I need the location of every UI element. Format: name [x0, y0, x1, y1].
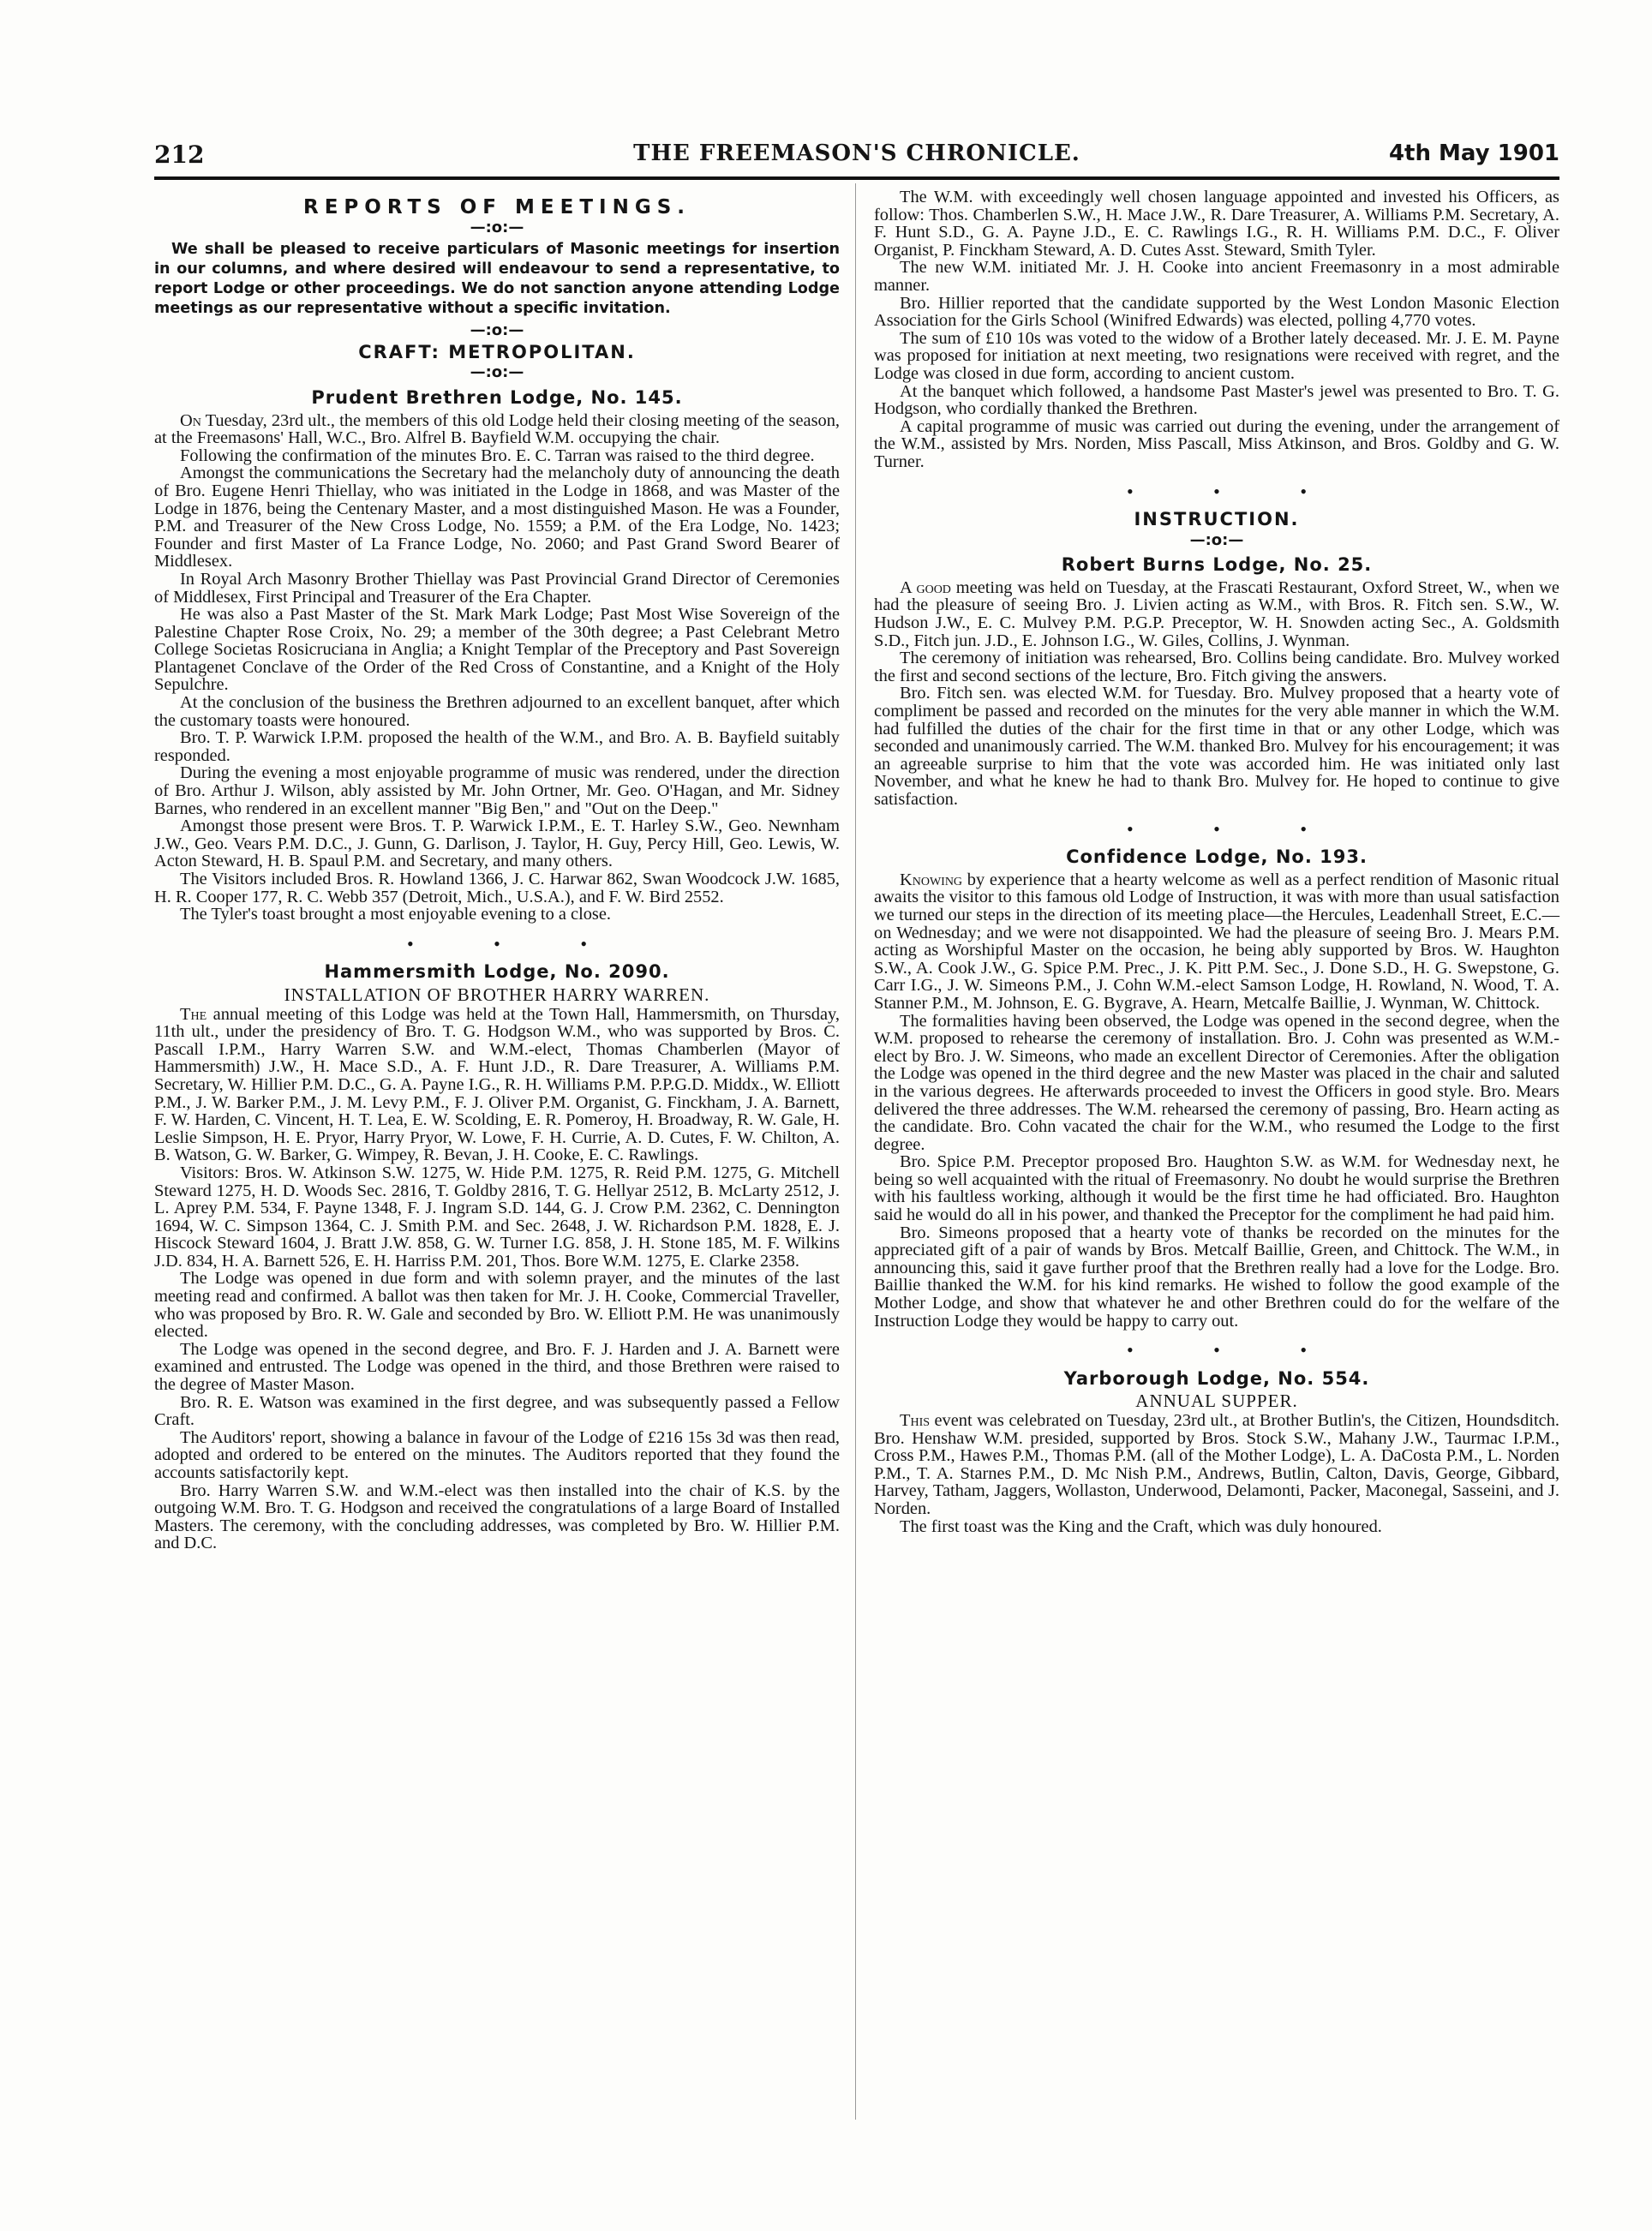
instruction-heading: INSTRUCTION. — [1134, 509, 1300, 530]
paragraph — [874, 871, 1559, 1013]
paragraph: The ceremony of initiation was rehearsed, Bro. Collins being candidate. Bro. Mulvey worked the first and second sections of the lecture, Bro. Fitch giving the answers. — [874, 649, 1559, 685]
paragraph-text: Tuesday, 23rd ult., the members of this old Lodge held their closing meeting of the season, at the Freemasons' Hall, W.C., Bro. Alfrel B. Bayfield W.M. occupying the chair. — [154, 410, 840, 448]
paragraph: At the banquet which followed, a handsome Past Master's jewel was presented to Bro. T. G. Hodgson, who cordially thanked the Brethren. — [874, 381, 1559, 419]
paragraph: The Lodge was opened in the second degree, and Bro. F. J. Harden and J. A. Barnett were examined and entrusted. The Lodge was opened in the third, and those Brethren were raised to the degree of Master Mason. — [154, 1339, 840, 1395]
paragraph: Bro. Simeons proposed that a hearty vote of thanks be recorded on the minutes for the appreciated gift of a pair of wands by Bros. Metcalf Baillie, Green, and Chittock. The W.M., in announcing this, said it gave further proof that the Brethren really had a love for the Lodge. Bro. Baillie thanked the W.M. for his kind remarks. He wished to follow the good example of the Mother Lodge, and show that whatever he and other Brethren could do for the welfare of the Instruction Lodge they would be happy to carry out. — [874, 1223, 1559, 1331]
paragraph: Bro. Spice P.M. Preceptor proposed Bro. Haughton S.W. as W.M. for Wednesday next, he being so well acquainted with the ritual of Freemasonry. No doubt he would surprise the Brethren with his faultless working, although it would be the first time he had officiated. Bro. Haughton said he would do all in his power, and thanked the Preceptor for the compliment he had paid him. — [874, 1152, 1559, 1225]
paragraph: Bro. Harry Warren S.W. and W.M.-elect was then installed into the chair of K.S. by the outgoing W.M. Bro. T. G. Hodgson and received the congratulations of a large Board of Installed Masters. The ceremony, with the concluding addresses, was completed by Bro. W. Hillier P.M. and D.C. — [154, 1480, 840, 1553]
lead-word: Knowing — [900, 870, 963, 889]
paragraph: During the evening a most enjoyable programme of music was rendered, under the direction of Bro. Arthur J. Wilson, ably assisted by Mr. John Ortner, Mr. Geo. O'Hagan, and Mr. Sidney Barnes, who rendered in an excellent manner "Big Ben," and "Out on the Deep." — [154, 763, 840, 818]
paragraph: At the conclusion of the business the Brethren adjourned to an excellent banquet, after which the customary toasts were honoured. — [154, 693, 840, 730]
paragraph: Amongst those present were Bros. T. P. Warwick I.P.M., E. T. Harley S.W., Geo. Newnham J.W., Geo. Vears P.M. D.C., J. Gunn, G. Darlison, J. Taylor, H. Guy, Percy Hill, Geo. Lewis, W. Acton Steward, H. B. Spaul P.M. and Secretary, and many others. — [154, 816, 840, 871]
ornament-separator: —:o:— — [470, 218, 524, 236]
paragraph: The new W.M. initiated Mr. J. H. Cooke into ancient Freemasonry in a most admirable manner. — [874, 258, 1559, 295]
article-subheading: INSTALLATION OF BROTHER HARRY WARREN. — [284, 984, 710, 1005]
paragraph: The formalities having been observed, the Lodge was opened in the second degree, when the W.M. proposed to rehearse the ceremony of installation. Bro. J. Cohn was presented as W.M.-elect by Bro. J. W. Simeons, who made an excellent Director of Ceremonies. After the obligation the Lodge was opened in the third degree and the new Master was placed in the chair and saluted in the various degrees. He afterwards proceeded to invest the Officers in good style. Bro. Mears delivered the three addresses. The W.M. rehearsed the ceremony of passing, Bro. Hearn acting as the candidate. Bro. Cohn vacated the chair for the W.M., who resumed the Lodge to the first degree. — [874, 1011, 1559, 1154]
dot-separator: • • • — [1126, 480, 1345, 502]
paragraph: He was also a Past Master of the St. Mark Mark Lodge; Past Most Wise Sovereign of the Palestine Chapter Rose Croix, No. 29; a member of the 30th degree; a Past Celebrant Metro College Societas Rosicruciana in Anglia; a Knight Templar of the Preceptory and Past Sovereign Plantagenet Conclave of the Order of the Red Cross of Constantine, and a Knight of the Holy Sepulchre. — [154, 605, 840, 695]
craft-heading: CRAFT: METROPOLITAN. — [358, 341, 636, 362]
ornament-separator: —:o:— — [470, 321, 524, 340]
lead-word: On — [180, 410, 201, 430]
newspaper-page — [154, 137, 1559, 2142]
header-rule — [154, 176, 1559, 180]
lodge-heading-robert-burns: Robert Burns Lodge, No. 25. — [1061, 554, 1373, 576]
lodge-heading-hammersmith: Hammersmith Lodge, No. 2090. — [324, 961, 670, 983]
paragraph: Bro. R. E. Watson was examined in the first degree, and was subsequently passed a Fellow Craft. — [154, 1392, 840, 1430]
paragraph — [874, 1412, 1559, 1518]
issue-date: 4th May 1901 — [1388, 141, 1559, 166]
dot-separator: • • • — [406, 932, 625, 954]
lead-word: The — [180, 1004, 207, 1024]
paragraph-text: event was celebrated on Tuesday, 23rd ult., at Brother Butlin's, the Citizen, Houndsditch. Bro. Henshaw W.M. presided, supported by Bros. Stock S.W., Mahany J.W., Taurmac I.P.M., Cross P.M., Hawes P.M., Thomas P.M. (all of the Mother Lodge), L. A. DaCosta P.M., L. Norden P.M., T. A. Starnes P.M., D. Mc Nish P.M., Andrews, Butlin, Calton, Davis, George, Gibbard, Harvey, Tatham, Jaggers, Wollaston, Underwood, Delamonti, Packer, Maconegal, Sasseini, and J. Norden. — [874, 1411, 1559, 1518]
dot-separator: • • • — [1126, 817, 1345, 840]
paragraph: Bro. T. P. Warwick I.P.M. proposed the health of the W.M., and Bro. A. B. Bayfield suitably responded. — [154, 728, 840, 765]
left-column — [154, 188, 840, 1552]
paragraph: The Visitors included Bros. R. Howland 1366, J. C. Harwar 862, Swan Woodcock J.W. 1685, H. R. Cooper 177, R. C. Webb 357 (Detroit, Mich., U.S.A.), and F. W. Bird 2552. — [154, 870, 840, 906]
paragraph: The Lodge was opened in due form and with solemn prayer, and the minutes of the last meeting read and confirmed. A ballot was then taken for Mr. J. H. Cooke, Commercial Traveller, who was proposed by Bro. R. W. Gale and seconded by Bro. W. Elliott P.M. He was unanimously elected. — [154, 1269, 840, 1342]
editorial-notice: We shall be pleased to receive particulars of Masonic meetings for insertion in our columns, and where desired will endeavour to send a representative, to report Lodge or other proceedings. We do not sanction anyone attending Lodge meetings as our representative without a specific invitation. — [154, 241, 840, 318]
lead-word: A good — [900, 577, 951, 597]
paragraph: The first toast was the King and the Craft, which was duly honoured. — [900, 1516, 1382, 1536]
dot-separator: • • • — [1126, 1339, 1345, 1361]
paragraph: Bro. Hillier reported that the candidate supported by the West London Masonic Election Association for the Girls School (Winifred Edwards) was elected, polling 4,770 votes. — [874, 293, 1559, 331]
paragraph: The Auditors' report, showing a balance in favour of the Lodge of £216 15s 3d was then read, adopted and ordered to be entered on the minutes. The Auditors reported that they found the accounts satisfactorily kept. — [154, 1427, 840, 1482]
paragraph: Visitors: Bros. W. Atkinson S.W. 1275, W. Hide P.M. 1275, R. Reid P.M. 1275, G. Mitchell Steward 1275, H. D. Woods Sec. 2816, T. Goldby 2816, T. G. Hellyar 2512, B. McLarty 2512, J. L. Aprey P.M. 534, F. Payne 1348, F. J. Ingram S.D. 144, G. J. Crow P.M. 2362, C. Dennington 1694, W. C. Simpson 1364, C. J. Smith P.M. and Sec. 2648, J. W. Richardson P.M. 1828, E. J. Hiscock Steward 1604, J. Bratt J.W. 858, G. W. Turner I.G. 858, J. H. Stone 185, M. F. Wilkins J.D. 834, H. A. Barnett 526, E. H. Harriss P.M. 201, Thos. Bore W.M. 1275, E. Clarke 2358. — [154, 1163, 840, 1271]
article-subheading: ANNUAL SUPPER. — [1135, 1391, 1298, 1412]
section-title: REPORTS OF MEETINGS. — [302, 196, 691, 218]
paragraph: Following the confirmation of the minutes Bro. E. C. Tarran was raised to the third degree. — [180, 446, 815, 465]
paragraph: Bro. Fitch sen. was elected W.M. for Tuesday. Bro. Mulvey proposed that a hearty vote of compliment be passed and recorded on the minutes for the very able manner in which the W.M. had fulfilled the duties of the chair for the first time in that or any other Lodge, which was seconded and unanimously carried. The W.M. thanked Bro. Mulvey for his encouragement; it was an agreeable surprise to him that the vote was accorded him. He was initiated only last November, and what he knew he had to thank Bro. Mulvey for. He hoped to continue to give satisfaction. — [874, 684, 1559, 809]
paragraph: The Tyler's toast brought a most enjoyable evening to a close. — [180, 905, 612, 924]
paragraph — [874, 579, 1559, 649]
right-column — [874, 188, 1559, 1535]
lodge-heading-yarborough: Yarborough Lodge, No. 554. — [1063, 1367, 1370, 1389]
lodge-heading-confidence: Confidence Lodge, No. 193. — [1066, 846, 1368, 868]
paragraph-text: meeting was held on Tuesday, at the Frascati Restaurant, Oxford Street, W., when we had the pleasure of seeing Bro. J. Livien acting as W.M., with Bros. R. Fitch sen. S.W., W. Hudson J.W., E. C. Mulvey P.M. P.G.P. Preceptor, W. H. Snowden acting Sec., A. Goldsmith S.D., Fitch jun. J.D., E. Johnson I.G., W. Giles, Collins, J. Wynman. — [874, 577, 1559, 650]
ornament-separator: —:o:— — [470, 363, 524, 382]
lodge-heading-prudent: Prudent Brethren Lodge, No. 145. — [311, 386, 683, 408]
paragraph: A capital programme of music was carried out during the evening, under the arrangement of the W.M., assisted by Mrs. Norden, Miss Pascall, Miss Atkinson, and Bros. Goldby and G. W. Turner. — [874, 416, 1559, 471]
page-header — [154, 137, 1559, 175]
paragraph-text: by experience that a hearty welcome as well as a perfect rendition of Masonic ritual awaits the visitor to this famous old Lodge of Instruction, it was with more than usual satisfaction we turned our steps in the direction of its meeting place—the Hercules, Leadenhall Street, E.C.—on Wednesday; and we were not disappointed. We had the pleasure of seeing Bro. J. Mears P.M. acting as Worshipful Master on the occasion, he being ably supported by Bros. W. Haughton S.W., A. Cook J.W., G. Spice P.M. Prec., J. K. Pitt P.M. Sec., J. Done S.D., H. G. Swepstone, G. Carr I.G., J. W. Simeons P.M., J. Cohn W.M.-elect Samson Lodge, H. Rowland, N. Wood, T. A. Stanner P.M., M. Johnson, E. G. Bygrave, A. Hearn, Metcalfe Baillie, J. Wynman, W. Chittock. — [874, 870, 1559, 1013]
paragraph: The W.M. with exceedingly well chosen language appointed and invested his Officers, as follow: Thos. Chamberlen S.W., H. Mace J.W., R. Dare Treasurer, A. Williams P.M. Secretary, A. F. Hunt S.D., G. A. Payne J.D., E. C. Rawlings I.G., R. H. Williams P.M. D.C., F. Oliver Organist, P. Finckham Steward, A. D. Cutes Asst. Steward, Smith Tyler. — [874, 188, 1559, 260]
paragraph — [154, 1006, 840, 1164]
lead-word: This — [900, 1411, 931, 1430]
page-number: 212 — [154, 141, 205, 169]
column-divider — [855, 183, 856, 2120]
ornament-separator: —:o:— — [1189, 530, 1244, 549]
paragraph: The sum of £10 10s was voted to the widow of a Brother lately deceased. Mr. J. E. M. Payne was proposed for initiation at next meeting, two resignations were received with regret, and the Lodge was closed in due form, according to ancient custom. — [874, 328, 1559, 383]
paragraph: In Royal Arch Masonry Brother Thiellay was Past Provincial Grand Director of Ceremonies of Middlesex, First Principal and Treasurer of the Era Chapter. — [154, 569, 840, 607]
publication-title: THE FREEMASON'S CHRONICLE. — [633, 141, 1080, 166]
paragraph-text: annual meeting of this Lodge was held at the Town Hall, Hammersmith, on Thursday, 11th ult., under the presidency of Bro. T. G. Hodgson W.M., who was supported by Bros. C. Pascall I.P.M., Harry Warren S.W. and W.M.-elect, Thomas Chamberlen (Mayor of Hammersmith) J.W., H. Mace S.D., A. F. Hunt J.D., R. Dare Treasurer, A. Williams P.M. Secretary, W. Hillier P.M. D.C., G. A. Payne I.G., R. H. Williams P.M. P.P.G.D. Middx., W. Elliott P.M., J. W. Barker P.M., J. M. Levy P.M., F. J. Oliver P.M. Organist, G. Finckham, J. A. Barnett, F. W. Harden, C. Vincent, H. T. Lea, E. W. Scolding, E. R. Pomeroy, H. Broadway, R. W. Gale, H. Leslie Simpson, H. E. Pryor, Harry Pryor, W. Lowe, F. H. Currie, A. D. Cutes, F. W. Chilton, A. B. Watson, G. W. Barker, G. Wimpey, R. Bevan, J. H. Cooke, E. C. Rawlings. — [154, 1004, 840, 1165]
paragraph — [154, 412, 840, 447]
paragraph: Amongst the communications the Secretary had the melancholy duty of announcing the death of Bro. Eugene Henri Thiellay, who was initiated in the Lodge in 1868, and was Master of the Lodge in 1876, being the Centenary Master, and a most distinguished Mason. He was a Founder, P.M. and Treasurer of the New Cross Lodge, No. 1559; a P.M. of the Era Lodge, No. 1423; Founder and first Master of La France Lodge, No. 2060; and Past Grand Sword Bearer of Middlesex. — [154, 464, 840, 571]
